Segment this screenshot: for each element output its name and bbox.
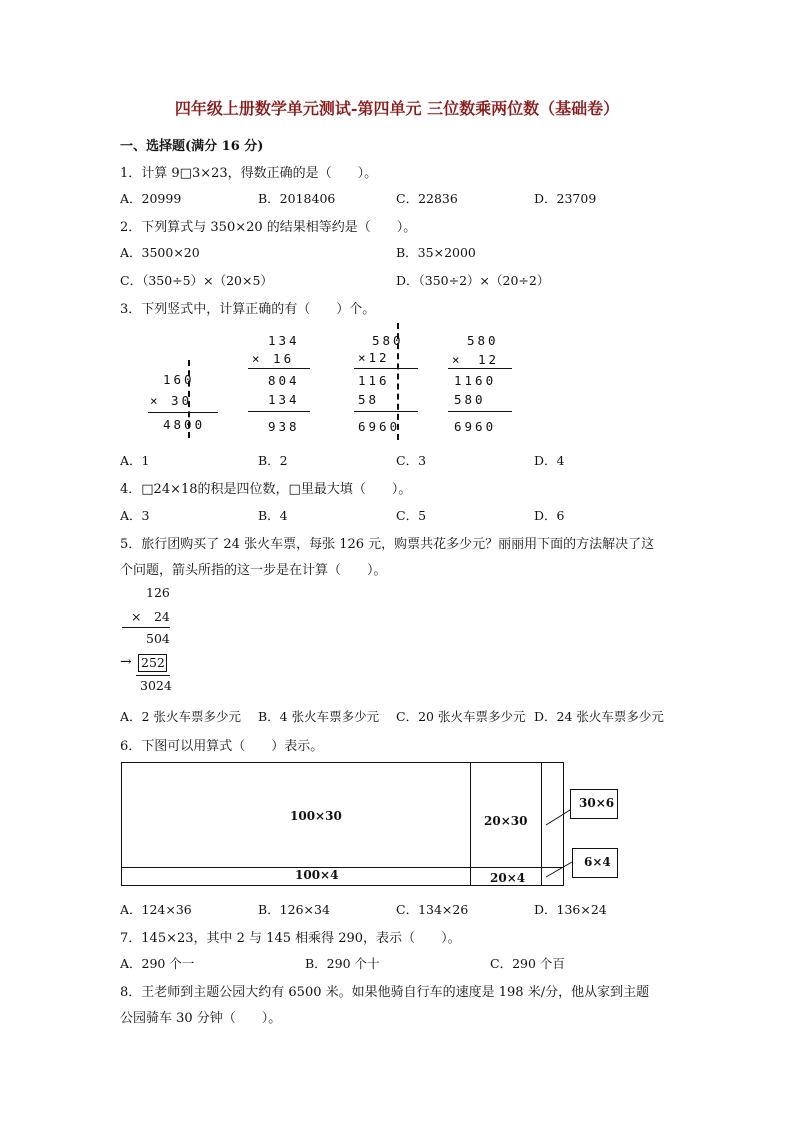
question-8-line-2: 公园骑车 30 分钟（ ）。 — [120, 1011, 282, 1026]
calc3-dashed-line — [397, 323, 399, 440]
q4-option-d[interactable]: D．6 — [534, 508, 565, 523]
calc2-partial-1: 804 — [268, 373, 300, 388]
calc2-line-2 — [248, 411, 310, 412]
callout-pointers — [540, 800, 580, 880]
q5-result: 3024 — [140, 678, 172, 693]
cell-20x4: 20×4 — [490, 871, 526, 885]
q3-option-c[interactable]: C．3 — [396, 453, 427, 468]
q3-option-b[interactable]: B．2 — [258, 453, 288, 468]
q2-option-b[interactable]: B．35×2000 — [396, 245, 476, 260]
calc1-dashed-line — [188, 360, 190, 438]
q3-option-d[interactable]: D．4 — [534, 453, 565, 468]
calc4-multiplicand: 580 — [467, 333, 499, 348]
calc2-multiplicand: 134 — [268, 333, 300, 348]
calc2-line-1 — [248, 368, 310, 369]
calc4-multiplier: × 12 — [452, 352, 500, 367]
calc4-result: 6960 — [454, 419, 497, 434]
q3-option-a[interactable]: A．1 — [120, 453, 150, 468]
question-8-line-1: 8．王老师到主题公园大约有 6500 米。如果他骑自行车的速度是 198 米/分，他从家到主题 — [120, 985, 650, 1000]
calc3-line-2 — [354, 411, 418, 412]
q5-multiplicand: 126 — [146, 585, 170, 600]
q5-multiplier: × 24 — [131, 609, 170, 624]
q2-option-a[interactable]: A．3500×20 — [120, 245, 200, 260]
page-title: 四年级上册数学单元测试-第四单元 三位数乘两位数（基础卷） — [174, 99, 620, 118]
q5-option-d[interactable]: D．24 张火车票多少元 — [534, 709, 664, 724]
question-2: 2．下列算式与 350×20 的结果相等约是（ ）。 — [120, 220, 417, 235]
q1-option-b[interactable]: B．2018406 — [258, 191, 336, 206]
calc4-line-2 — [448, 411, 512, 412]
q4-option-c[interactable]: C．5 — [396, 508, 427, 523]
q6-option-d[interactable]: D．136×24 — [534, 902, 607, 917]
question-7: 7．145×23，其中 2 与 145 相乘得 290，表示（ ）。 — [120, 931, 461, 946]
q7-option-a[interactable]: A．290 个一 — [120, 956, 195, 971]
section-heading: 一、选择题(满分 16 分) — [120, 139, 264, 154]
question-6: 6．下图可以用算式（ ）表示。 — [120, 739, 324, 754]
q7-option-b[interactable]: B．290 个十 — [305, 956, 380, 971]
question-5-line-1: 5．旅行团购买了 24 张火车票，每张 126 元，购票共花多少元？丽丽用下面的方法解决了这 — [120, 537, 655, 552]
question-1: 1．计算 9□3×23，得数正确的是（ ）。 — [120, 166, 378, 181]
q5-option-c[interactable]: C．20 张火车票多少元 — [396, 709, 526, 724]
area-model-row-divider — [121, 867, 563, 868]
q5-line-1 — [122, 627, 170, 628]
q1-option-a[interactable]: A．20999 — [120, 191, 182, 206]
calc4-line-1 — [448, 368, 512, 369]
q5-option-a[interactable]: A．2 张火车票多少元 — [120, 709, 241, 724]
q1-option-d[interactable]: D．23709 — [534, 191, 597, 206]
calc4-partial-2: 580 — [454, 392, 486, 407]
calc3-multiplicand: 580 — [372, 333, 404, 348]
q7-option-c[interactable]: C．290 个百 — [490, 956, 565, 971]
callout-30x6: 30×6 — [579, 796, 615, 810]
q5-line-2 — [136, 675, 170, 676]
calc1-result: 4800 — [163, 417, 206, 432]
calc1-multiplier: × 30 — [150, 393, 193, 408]
q6-option-a[interactable]: A．124×36 — [120, 902, 192, 917]
q5-partial-2: 252 — [141, 655, 165, 670]
calc1-line — [148, 412, 218, 413]
calc3-result: 6960 — [358, 419, 401, 434]
callout-6x4: 6×4 — [584, 855, 611, 869]
q6-option-b[interactable]: B．126×34 — [258, 902, 330, 917]
arrow-icon: → — [120, 654, 132, 670]
calc3-partial-2: 58 — [358, 392, 380, 407]
calc1-multiplicand: 160 — [163, 372, 195, 387]
q4-option-b[interactable]: B．4 — [258, 508, 288, 523]
calc4-partial-1: 1160 — [454, 373, 497, 388]
cell-100x30: 100×30 — [290, 809, 342, 823]
q5-partial-1: 504 — [146, 631, 170, 646]
cell-20x30: 20×30 — [484, 814, 528, 828]
calc3-line-1 — [354, 368, 418, 369]
q5-option-b[interactable]: B．4 张火车票多少元 — [258, 709, 380, 724]
q1-option-c[interactable]: C．22836 — [396, 191, 458, 206]
cell-100x4: 100×4 — [295, 868, 339, 882]
question-5-line-2: 个问题，箭头所指的这一步是在计算（ ）。 — [120, 563, 387, 578]
question-4: 4．□24×18的积是四位数，□里最大填（ ）。 — [120, 482, 412, 497]
calc2-result: 938 — [268, 419, 300, 434]
calc3-multiplier: ×12 — [358, 350, 390, 365]
calc2-multiplier: × 16 — [252, 351, 295, 366]
q2-option-d[interactable]: D．（350÷2）×（20÷2） — [396, 273, 550, 288]
calc2-partial-2: 134 — [268, 392, 300, 407]
calc3-partial-1: 116 — [358, 373, 390, 388]
q2-option-c[interactable]: C．（350÷5）×（20×5） — [120, 273, 273, 288]
question-3: 3．下列竖式中，计算正确的有（ ）个。 — [120, 302, 376, 317]
q4-option-a[interactable]: A．3 — [120, 508, 150, 523]
q6-option-c[interactable]: C．134×26 — [396, 902, 469, 917]
